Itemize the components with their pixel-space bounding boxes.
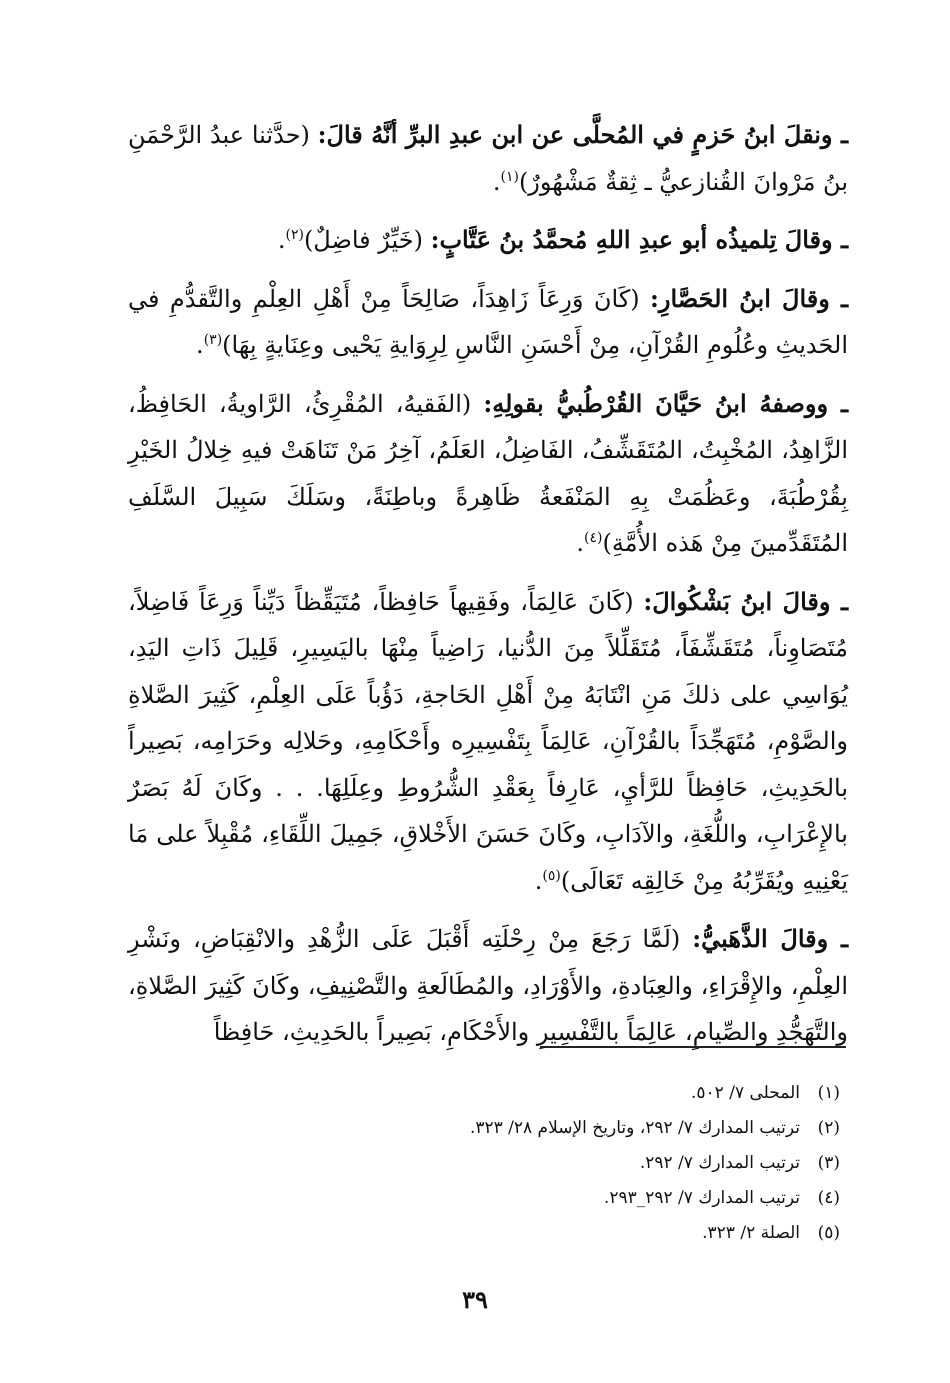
footnote-item — [300, 1111, 840, 1146]
main-text — [128, 112, 848, 1056]
footnote-number: (١) — [817, 1083, 840, 1103]
footnote-text: ترتيب المدارك ٧/ ٢٩٢. — [639, 1153, 800, 1173]
paragraph-end: . — [492, 167, 501, 196]
footnote-item — [300, 1146, 840, 1181]
footnote-text: المحلى ٧/ ٥٠٢. — [691, 1083, 800, 1103]
footnote-ref[interactable]: (٢) — [285, 227, 304, 243]
paragraph-end: . — [534, 866, 543, 895]
footnote-number: (٢) — [817, 1118, 840, 1138]
paragraph-quote: (كَانَ عَالِمَاً، وفَقِيهاً حَافِظاً، مُتَيَقِّظاً دَيِّناً وَرِعَاً فَاضِلاً، مُتَصَاوِناً، مُتَقَشِّفَاً، مُتَقَلِّلاً مِنَ الدُّنيا، رَاضِياً مِنْهَا باليَسِيرِ، قَلِيلَ ذَاتِ اليَدِ، يُوَاسِي على ذلكَ مَنِ انْتَابَهُ مِنْ أَهْلِ الحَاجةِ، دَؤُباً عَلَى العِلْمِ، كَثِيرَ الصَّلاةِ والصَّوْمِ، مُتَهَجِّدَاً بالقُرْآنِ، عَالِمَاً بِتَفْسِيرِه وأَحْكَامِهِ، وحَلالِه وحَرَامِه، بَصِيراً بالحَدِيثِ، حَافِظاً للرَّأيِ، عَارِفاً بِعَقْدِ الشُّرُوطِ وعِلَلِهَا. . . وكَانَ لَهُ بَصَرٌ بالإِعْرَابِ، واللُّغَةِ، والآدَابِ، وكَانَ حَسَنَ الأَخْلاقِ، جَمِيلَ اللِّقَاءِ، مُقْبِلاً على مَا يَعْنِيهِ ويُقَرِّبُهُ مِنْ خَالِقِه تَعَالَى) — [128, 587, 848, 895]
footnote-number: (٤) — [817, 1188, 840, 1208]
paragraph-lead: ـ وقالَ الذَّهَبيُّ: — [692, 924, 848, 953]
footnote-number: (٣) — [817, 1153, 840, 1173]
paragraph-lead: ـ وقالَ تِلميذُه أبو عبدِ اللهِ مُحمَّدُ بنُ عَتَّابٍ: — [430, 225, 848, 254]
paragraph-lead: ـ ووصفهُ ابنُ حَيَّانَ القُرْطُبيُّ بقولِهِ: — [483, 388, 849, 418]
paragraph-end: . — [576, 529, 585, 557]
footnote-item — [300, 1181, 840, 1216]
footnote-ref[interactable]: (١) — [500, 168, 519, 185]
paragraph-ibn-hayyan — [128, 381, 848, 567]
footnote-text: ترتيب المدارك ٧/ ٢٩٢، وتاريخ الإسلام ٢٨/ ٣٢٣. — [469, 1118, 800, 1138]
footnote-divider — [540, 1046, 846, 1048]
paragraph-end: . — [196, 331, 204, 359]
page-number: ٣٩ — [462, 1285, 488, 1314]
footnote-text: ترتيب المدارك ٧/ ٢٩٢_٢٩٣. — [603, 1188, 800, 1208]
footnote-ref[interactable]: (٤) — [584, 530, 603, 546]
paragraph-al-dhahabi — [128, 916, 848, 1056]
paragraph-ibn-attab — [128, 217, 848, 264]
footnote-number: (٥) — [817, 1223, 840, 1243]
paragraph-end: . — [277, 226, 286, 254]
paragraph-lead: ـ وقالَ ابنُ الحَصَّارِ: — [650, 283, 848, 313]
paragraph-ibn-hazm — [128, 112, 848, 205]
footnotes — [300, 1076, 840, 1251]
paragraph-quote: (حدَّثنا عبدُ الرَّحْمَنِ بنُ مَرْوانَ القُنازعيُّ ـ ثِقةٌ مَشْهُورٌ) — [128, 121, 848, 196]
paragraph-ibn-bashkuwal — [128, 579, 848, 905]
paragraph-lead: ـ وقالَ ابنُ بَشْكُوالَ: — [643, 586, 848, 616]
footnote-item — [300, 1076, 840, 1111]
paragraph-quote: (خَيِّرٌ فاضِلٌ) — [303, 226, 431, 254]
paragraph-quote: (الفَقيهُ، المُقْرِئُ، الرَّاويةُ، الحَافِظُ، الزَّاهِدُ، المُخْبِتُ، المُتَقَشِّفُ، الفَاضِلُ، العَلَمُ، آخِرُ مَنْ تَنَاهَتْ فيهِ خِلالُ الخَيْرِ بِقُرْطُبَةَ، وعَظُمَتْ بِهِ المَنْفَعةُ ظَاهِرةً وباطِنَةً، وسَلَكَ سَبِيلَ السَّلَفِ المُتَقَدِّمينَ مِنْ هَذه الأُمَّةِ) — [128, 389, 848, 557]
footnote-item — [300, 1216, 840, 1251]
paragraph-lead: ـ ونقلَ ابنُ حَزمٍ في المُحلَّى عن ابن عبدِ البرِّ أنَّهُ قالَ: — [317, 120, 849, 149]
paragraph-quote: (كَانَ وَرِعَاً زَاهِدَاً، صَالِحَاً مِنْ أَهْلِ العِلْمِ والتَّقدُّمِ في الحَديثِ وعُلُومِ القُرْآنِ، مِنْ أَحْسَنِ النَّاسِ لِرِوَايةِ يَحْيى وعِنَايةٍ بِهَا) — [128, 284, 848, 359]
footnote-ref[interactable]: (٣) — [203, 332, 223, 348]
footnote-ref[interactable]: (٥) — [542, 867, 561, 884]
footnote-text: الصلة ٢/ ٣٢٣. — [702, 1223, 800, 1243]
paragraph-ibn-al-hassar — [128, 276, 848, 369]
paragraph-quote: (لَمَّا رَجَعَ مِنْ رِحْلَتِه أَقْبَلَ عَلَى الزُّهْدِ والانْقِبَاضِ، ونَشْرِ العِلْمِ، والإِقْرَاءِ، والعِبَادةِ، والأَوْرَادِ، والمُطَالَعةِ والتَّصْنِيفِ، وكَانَ كَثِيرَ الصَّلاةِ، والتَّهَجُّدِ والصِّيامِ، عَالِمَاً بالتَّفْسِيرِ والأَحْكَامِ، بَصِيراً بالحَدِيثِ، حَافِظاً — [128, 925, 848, 1046]
